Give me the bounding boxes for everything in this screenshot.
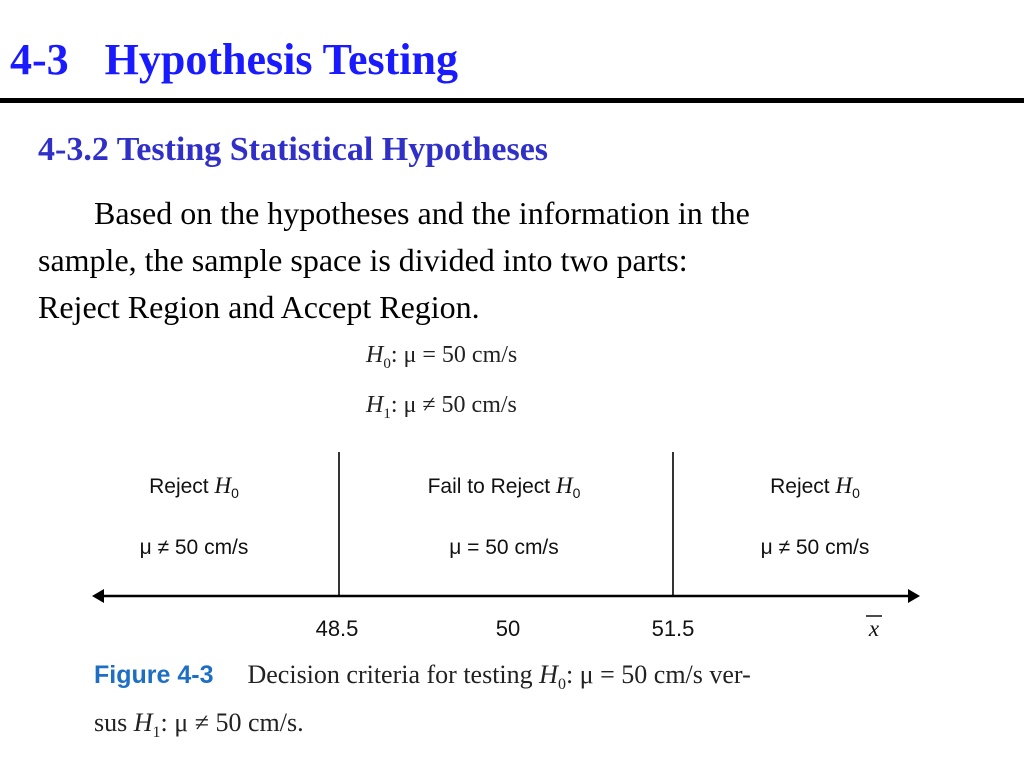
tick-label-upper: 51.5 xyxy=(651,616,695,641)
caption-text-1: Decision criteria for testing xyxy=(247,660,540,689)
region-left-condition: μ ≠ 50 cm/s xyxy=(139,536,249,559)
body-line-1: Based on the hypotheses and the information in the xyxy=(94,195,750,231)
tick-label-lower: 48.5 xyxy=(315,616,359,641)
h0-symbol: H xyxy=(366,342,384,368)
axis-right-arrowhead xyxy=(908,589,920,603)
h1-subscript: 1 xyxy=(383,405,391,422)
section-heading: 4-3.2 Testing Statistical Hypotheses xyxy=(38,131,549,168)
caption-h0-subscript: 0 xyxy=(557,676,566,694)
h0-relation: : μ = 50 cm/s xyxy=(390,342,518,368)
caption-text-3: sus xyxy=(94,708,134,738)
region-center-condition: μ = 50 cm/s xyxy=(449,536,559,559)
caption-text-2: : μ = 50 cm/s ver- xyxy=(565,660,751,689)
caption-h0-symbol: H xyxy=(539,660,558,689)
region-left-label: Reject $H_0$ xyxy=(149,473,239,501)
figure-caption xyxy=(94,656,934,752)
region-right-condition: μ ≠ 50 cm/s xyxy=(760,536,870,559)
figure-label: Figure 4-3 xyxy=(94,661,214,689)
region-center-label: Fail to Reject $H_0$ xyxy=(427,473,581,501)
caption-h1-subscript: 1 xyxy=(152,724,161,742)
body-line-3: Reject Region and Accept Region. xyxy=(38,289,480,325)
h0-subscript: 0 xyxy=(383,355,391,372)
h1-symbol: H xyxy=(366,392,384,418)
title-number: 4-3 xyxy=(10,35,69,84)
caption-text-4: : μ ≠ 50 cm/s. xyxy=(160,708,304,738)
axis-left-arrowhead xyxy=(92,589,104,603)
body-line-2: sample, the sample space is divided into two parts: xyxy=(38,242,688,278)
caption-line-1 xyxy=(94,656,934,704)
axis-variable-label: x xyxy=(868,616,880,641)
caption-line-2 xyxy=(94,704,934,752)
h1-relation: : μ ≠ 50 cm/s xyxy=(390,392,517,418)
title-text: Hypothesis Testing xyxy=(104,35,458,84)
tick-label-center: 50 xyxy=(495,616,521,641)
caption-h1-symbol: H xyxy=(133,708,153,738)
region-right-label: Reject $H_0$ xyxy=(770,473,860,501)
